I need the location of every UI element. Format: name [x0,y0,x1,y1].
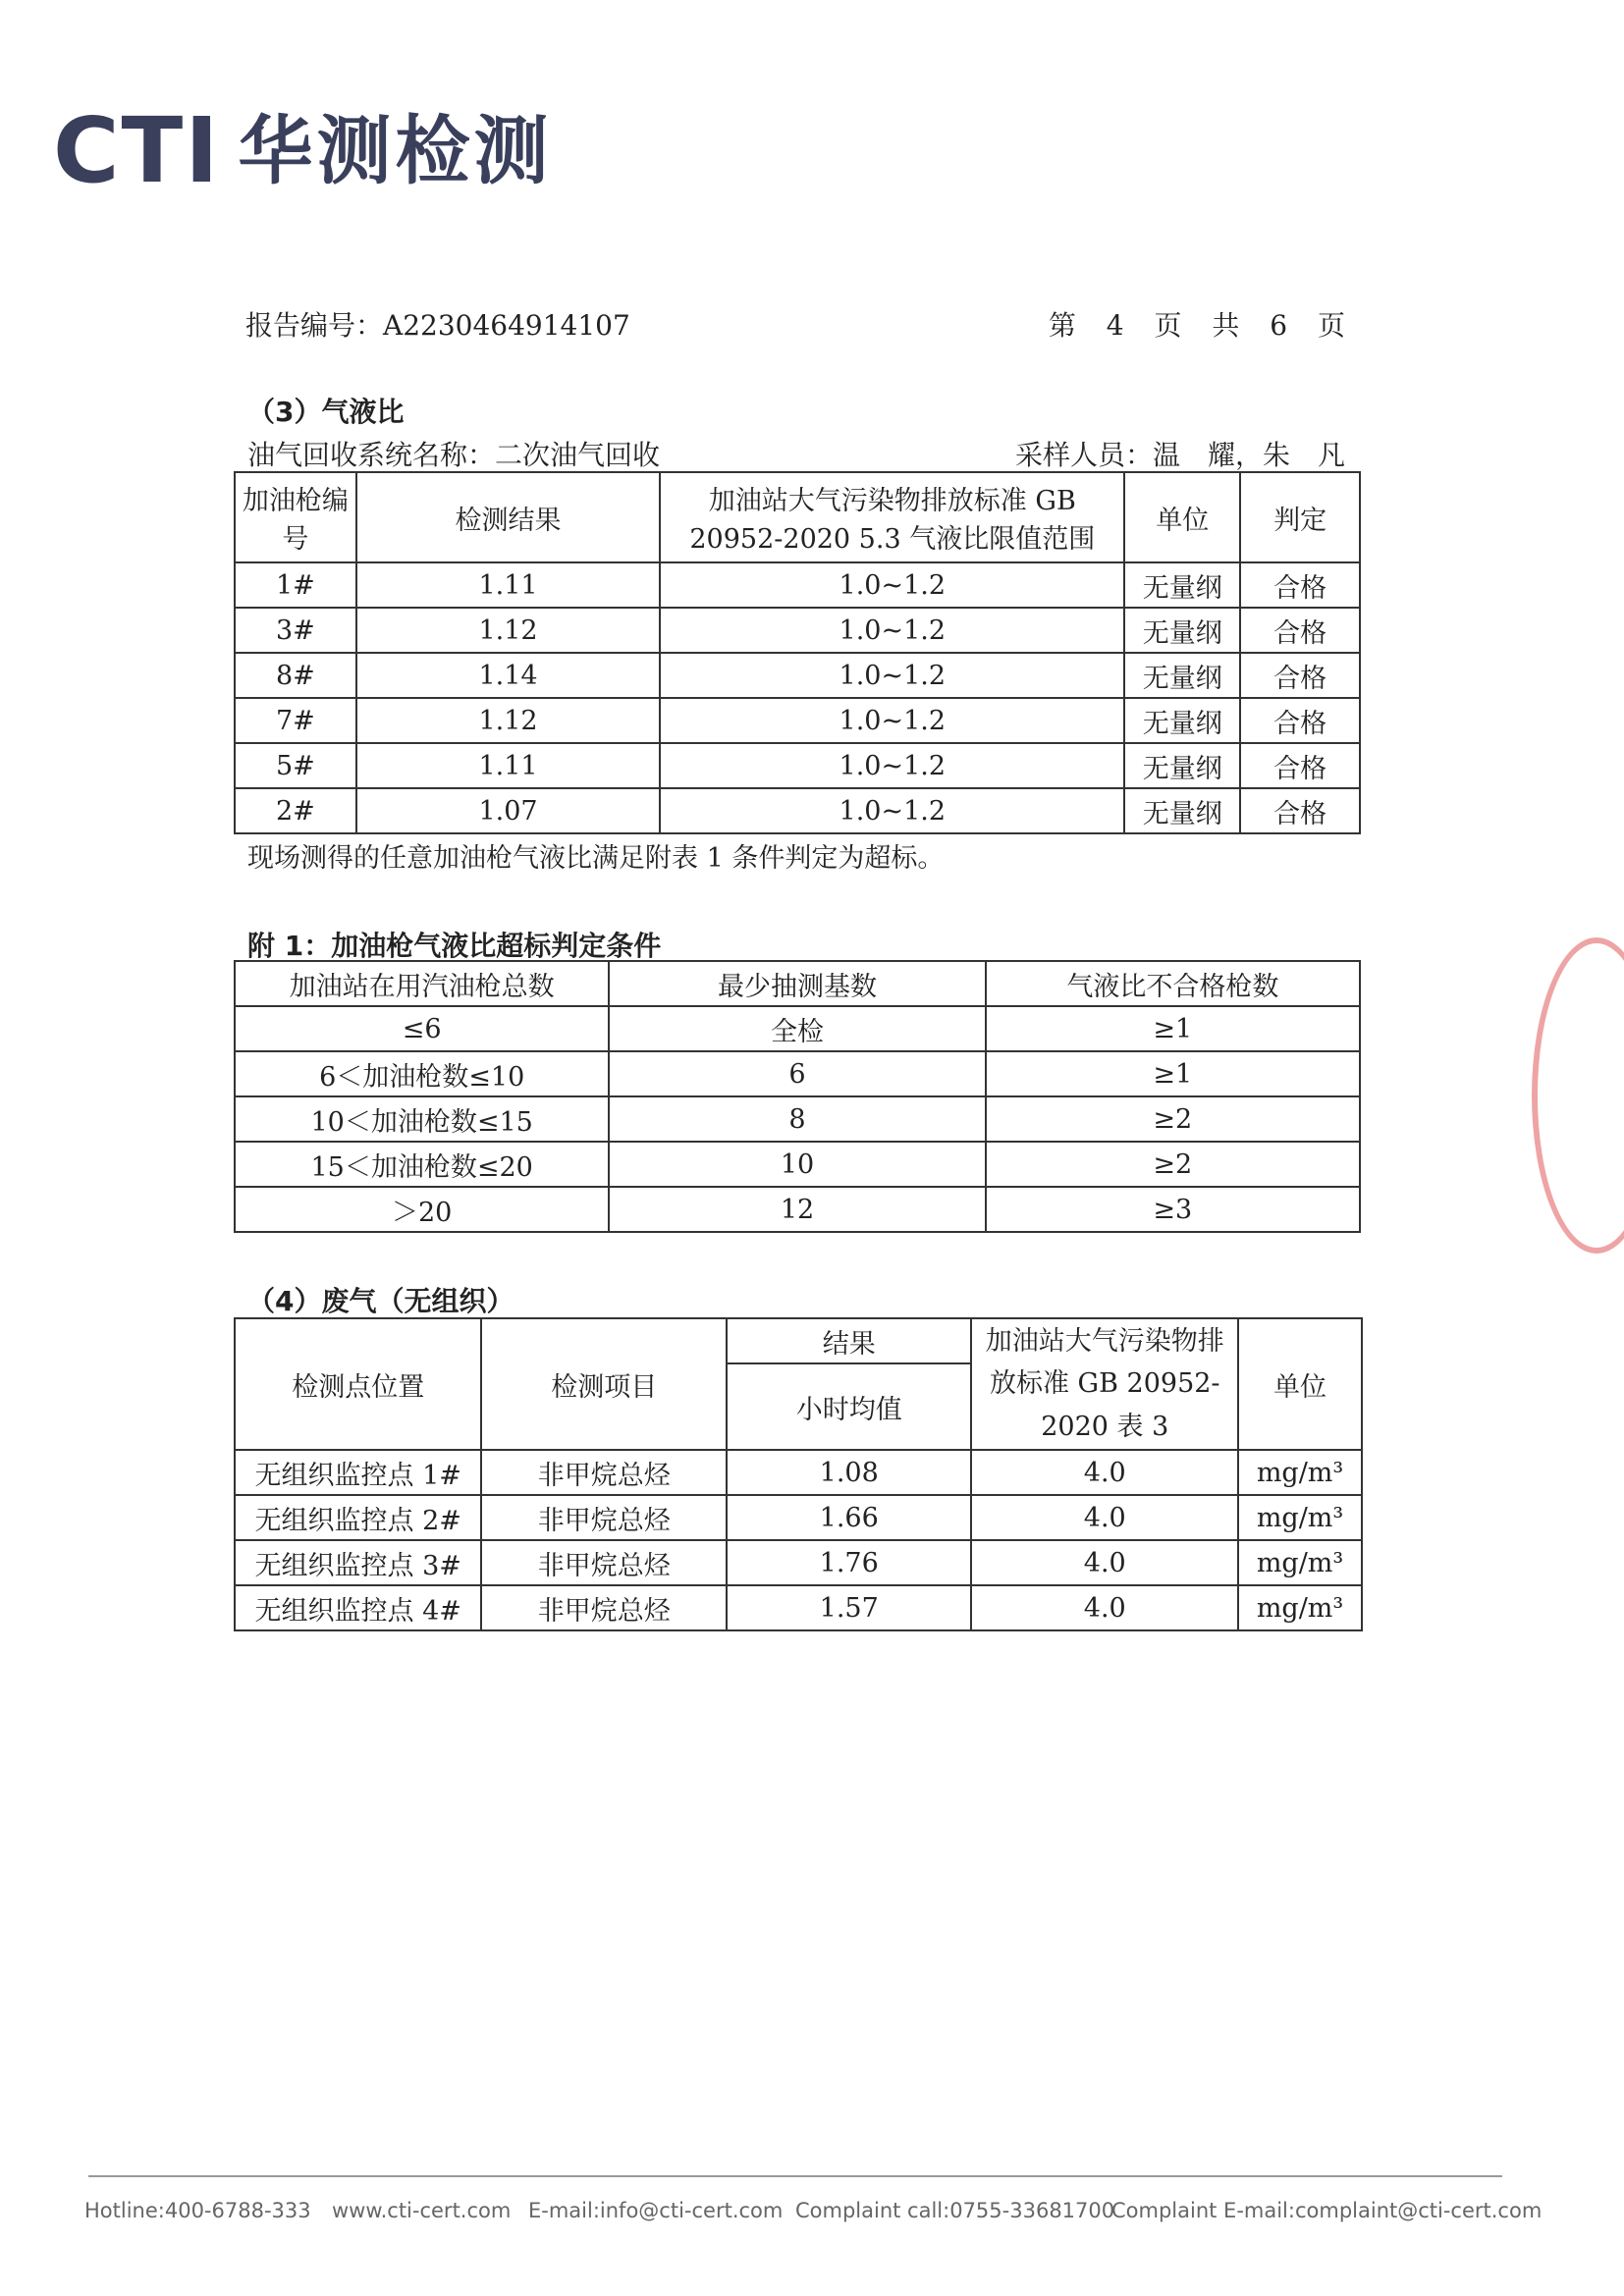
table-row [235,698,1360,743]
table-cell: 非甲烷总烃 [481,1585,726,1630]
footer-website: www.cti-cert.com [332,2199,512,2222]
table-cell: 1.0~1.2 [660,562,1124,608]
table-row [235,1096,1360,1142]
table-cell: 全检 [609,1006,985,1051]
report-number: 报告编号：A2230464914107 [245,309,630,342]
table-cell: 10 [609,1142,985,1187]
col-header: 气液比不合格枪数 [986,961,1360,1006]
col-header: 加油站大气污染物排放标准 GB 20952-2020 表 3 [971,1318,1238,1450]
table-cell: 合格 [1240,698,1360,743]
table-cell: 无量纲 [1124,608,1240,653]
table-row [235,788,1360,833]
table-cell: 7# [235,698,356,743]
table-cell: 无组织监控点 2# [235,1495,481,1540]
table-row [235,1450,1362,1495]
col-header: 检测结果 [356,472,660,562]
table-cell: 合格 [1240,788,1360,833]
table-cell: mg/m³ [1238,1540,1362,1585]
report-header [245,304,1345,344]
table-cell: 合格 [1240,562,1360,608]
table-cell: 1.07 [356,788,660,833]
table-cell: 12 [609,1187,985,1232]
table-cell: ＞20 [235,1187,609,1232]
table-row [235,1142,1360,1187]
table-cell: 1.0~1.2 [660,653,1124,698]
table-cell: ≥2 [986,1142,1360,1187]
table-cell: ≥2 [986,1096,1360,1142]
table-row [235,743,1360,788]
table-cell: 1.11 [356,562,660,608]
table-header-row [235,961,1360,1006]
table-cell: 无组织监控点 4# [235,1585,481,1630]
annex-criteria-table [234,960,1361,1233]
table-cell: 1.08 [727,1450,972,1495]
table-cell: mg/m³ [1238,1450,1362,1495]
table-cell: 无量纲 [1124,788,1240,833]
annex-1-title: 附 1：加油枪气液比超标判定条件 [247,930,662,962]
col-header: 检测项目 [481,1318,726,1450]
table-cell: 1# [235,562,356,608]
table-cell: 无量纲 [1124,562,1240,608]
table-cell: ≥1 [986,1051,1360,1096]
logo-name: 华测检测 [238,107,553,194]
col-header: 结果 [727,1318,972,1363]
table-cell: 10＜加油枪数≤15 [235,1096,609,1142]
col-header: 检测点位置 [235,1318,481,1450]
col-header: 小时均值 [727,1363,972,1450]
table-row [235,608,1360,653]
table-cell: 1.12 [356,698,660,743]
table-cell: ≤6 [235,1006,609,1051]
table-cell: 8 [609,1096,985,1142]
samplers: 采样人员：温 耀，朱 凡 [1014,439,1345,471]
footer-complaint-call: Complaint call:0755-33681700 [795,2199,1115,2222]
table-cell: ≥1 [986,1006,1360,1051]
table-row [235,653,1360,698]
red-seal-stamp [1532,937,1624,1254]
table-cell: 2# [235,788,356,833]
col-header: 单位 [1238,1318,1362,1450]
table-cell: 4.0 [971,1495,1238,1540]
table-cell: 6 [609,1051,985,1096]
table-cell: 无量纲 [1124,743,1240,788]
table-header-row [235,1318,1362,1363]
table-cell: 无量纲 [1124,698,1240,743]
table-cell: 合格 [1240,653,1360,698]
table-cell: 6＜加油枪数≤10 [235,1051,609,1096]
table-cell: 1.12 [356,608,660,653]
col-header: 判定 [1240,472,1360,562]
table-cell: 5# [235,743,356,788]
section-3-note: 现场测得的任意加油枪气液比满足附表 1 条件判定为超标。 [247,843,945,874]
section-4-title: （4）废气（无组织） [247,1285,514,1317]
table-row [235,1585,1362,1630]
table-cell: 1.14 [356,653,660,698]
page-indicator: 第 4 页 共 6 页 [1048,309,1345,342]
fugitive-emission-table [234,1317,1363,1631]
table-cell: 4.0 [971,1450,1238,1495]
table-row [235,1540,1362,1585]
col-header: 加油枪编号 [235,472,356,562]
table-cell: 非甲烷总烃 [481,1450,726,1495]
footer-email: E-mail:info@cti-cert.com [528,2199,784,2222]
system-name: 油气回收系统名称：二次油气回收 [247,439,661,471]
table-cell: 无组织监控点 1# [235,1450,481,1495]
table-cell: 1.57 [727,1585,972,1630]
table-cell: ≥3 [986,1187,1360,1232]
gas-liquid-ratio-table [234,471,1361,834]
table-cell: 非甲烷总烃 [481,1540,726,1585]
table-cell: 1.0~1.2 [660,698,1124,743]
table-row [235,1051,1360,1096]
table-cell: 1.76 [727,1540,972,1585]
table-cell: 1.0~1.2 [660,743,1124,788]
table-cell: 4.0 [971,1540,1238,1585]
table-header-row [235,472,1360,562]
table-row [235,1495,1362,1540]
col-header: 加油站大气污染物排放标准 GB 20952-2020 5.3 气液比限值范围 [660,472,1124,562]
table-cell: 无组织监控点 3# [235,1540,481,1585]
logo-brand: CTI [53,98,221,203]
col-header: 单位 [1124,472,1240,562]
table-cell: 1.66 [727,1495,972,1540]
col-header: 最少抽测基数 [609,961,985,1006]
col-header: 加油站在用汽油枪总数 [235,961,609,1006]
table-cell: mg/m³ [1238,1495,1362,1540]
footer-hotline: Hotline:400-6788-333 [84,2199,311,2222]
company-logo [53,98,553,203]
table-cell: mg/m³ [1238,1585,1362,1630]
table-cell: 15＜加油枪数≤20 [235,1142,609,1187]
table-cell: 合格 [1240,743,1360,788]
table-row [235,562,1360,608]
table-cell: 1.11 [356,743,660,788]
table-cell: 3# [235,608,356,653]
table-cell: 4.0 [971,1585,1238,1630]
table-cell: 1.0~1.2 [660,788,1124,833]
table-cell: 非甲烷总烃 [481,1495,726,1540]
section-3-title: （3）气液比 [247,396,405,428]
footer-complaint-email: Complaint E-mail:complaint@cti-cert.com [1111,2199,1543,2222]
footer-divider [88,2175,1502,2177]
table-row [235,1006,1360,1051]
table-cell: 合格 [1240,608,1360,653]
table-row [235,1187,1360,1232]
table-cell: 无量纲 [1124,653,1240,698]
table-cell: 8# [235,653,356,698]
table-cell: 1.0~1.2 [660,608,1124,653]
